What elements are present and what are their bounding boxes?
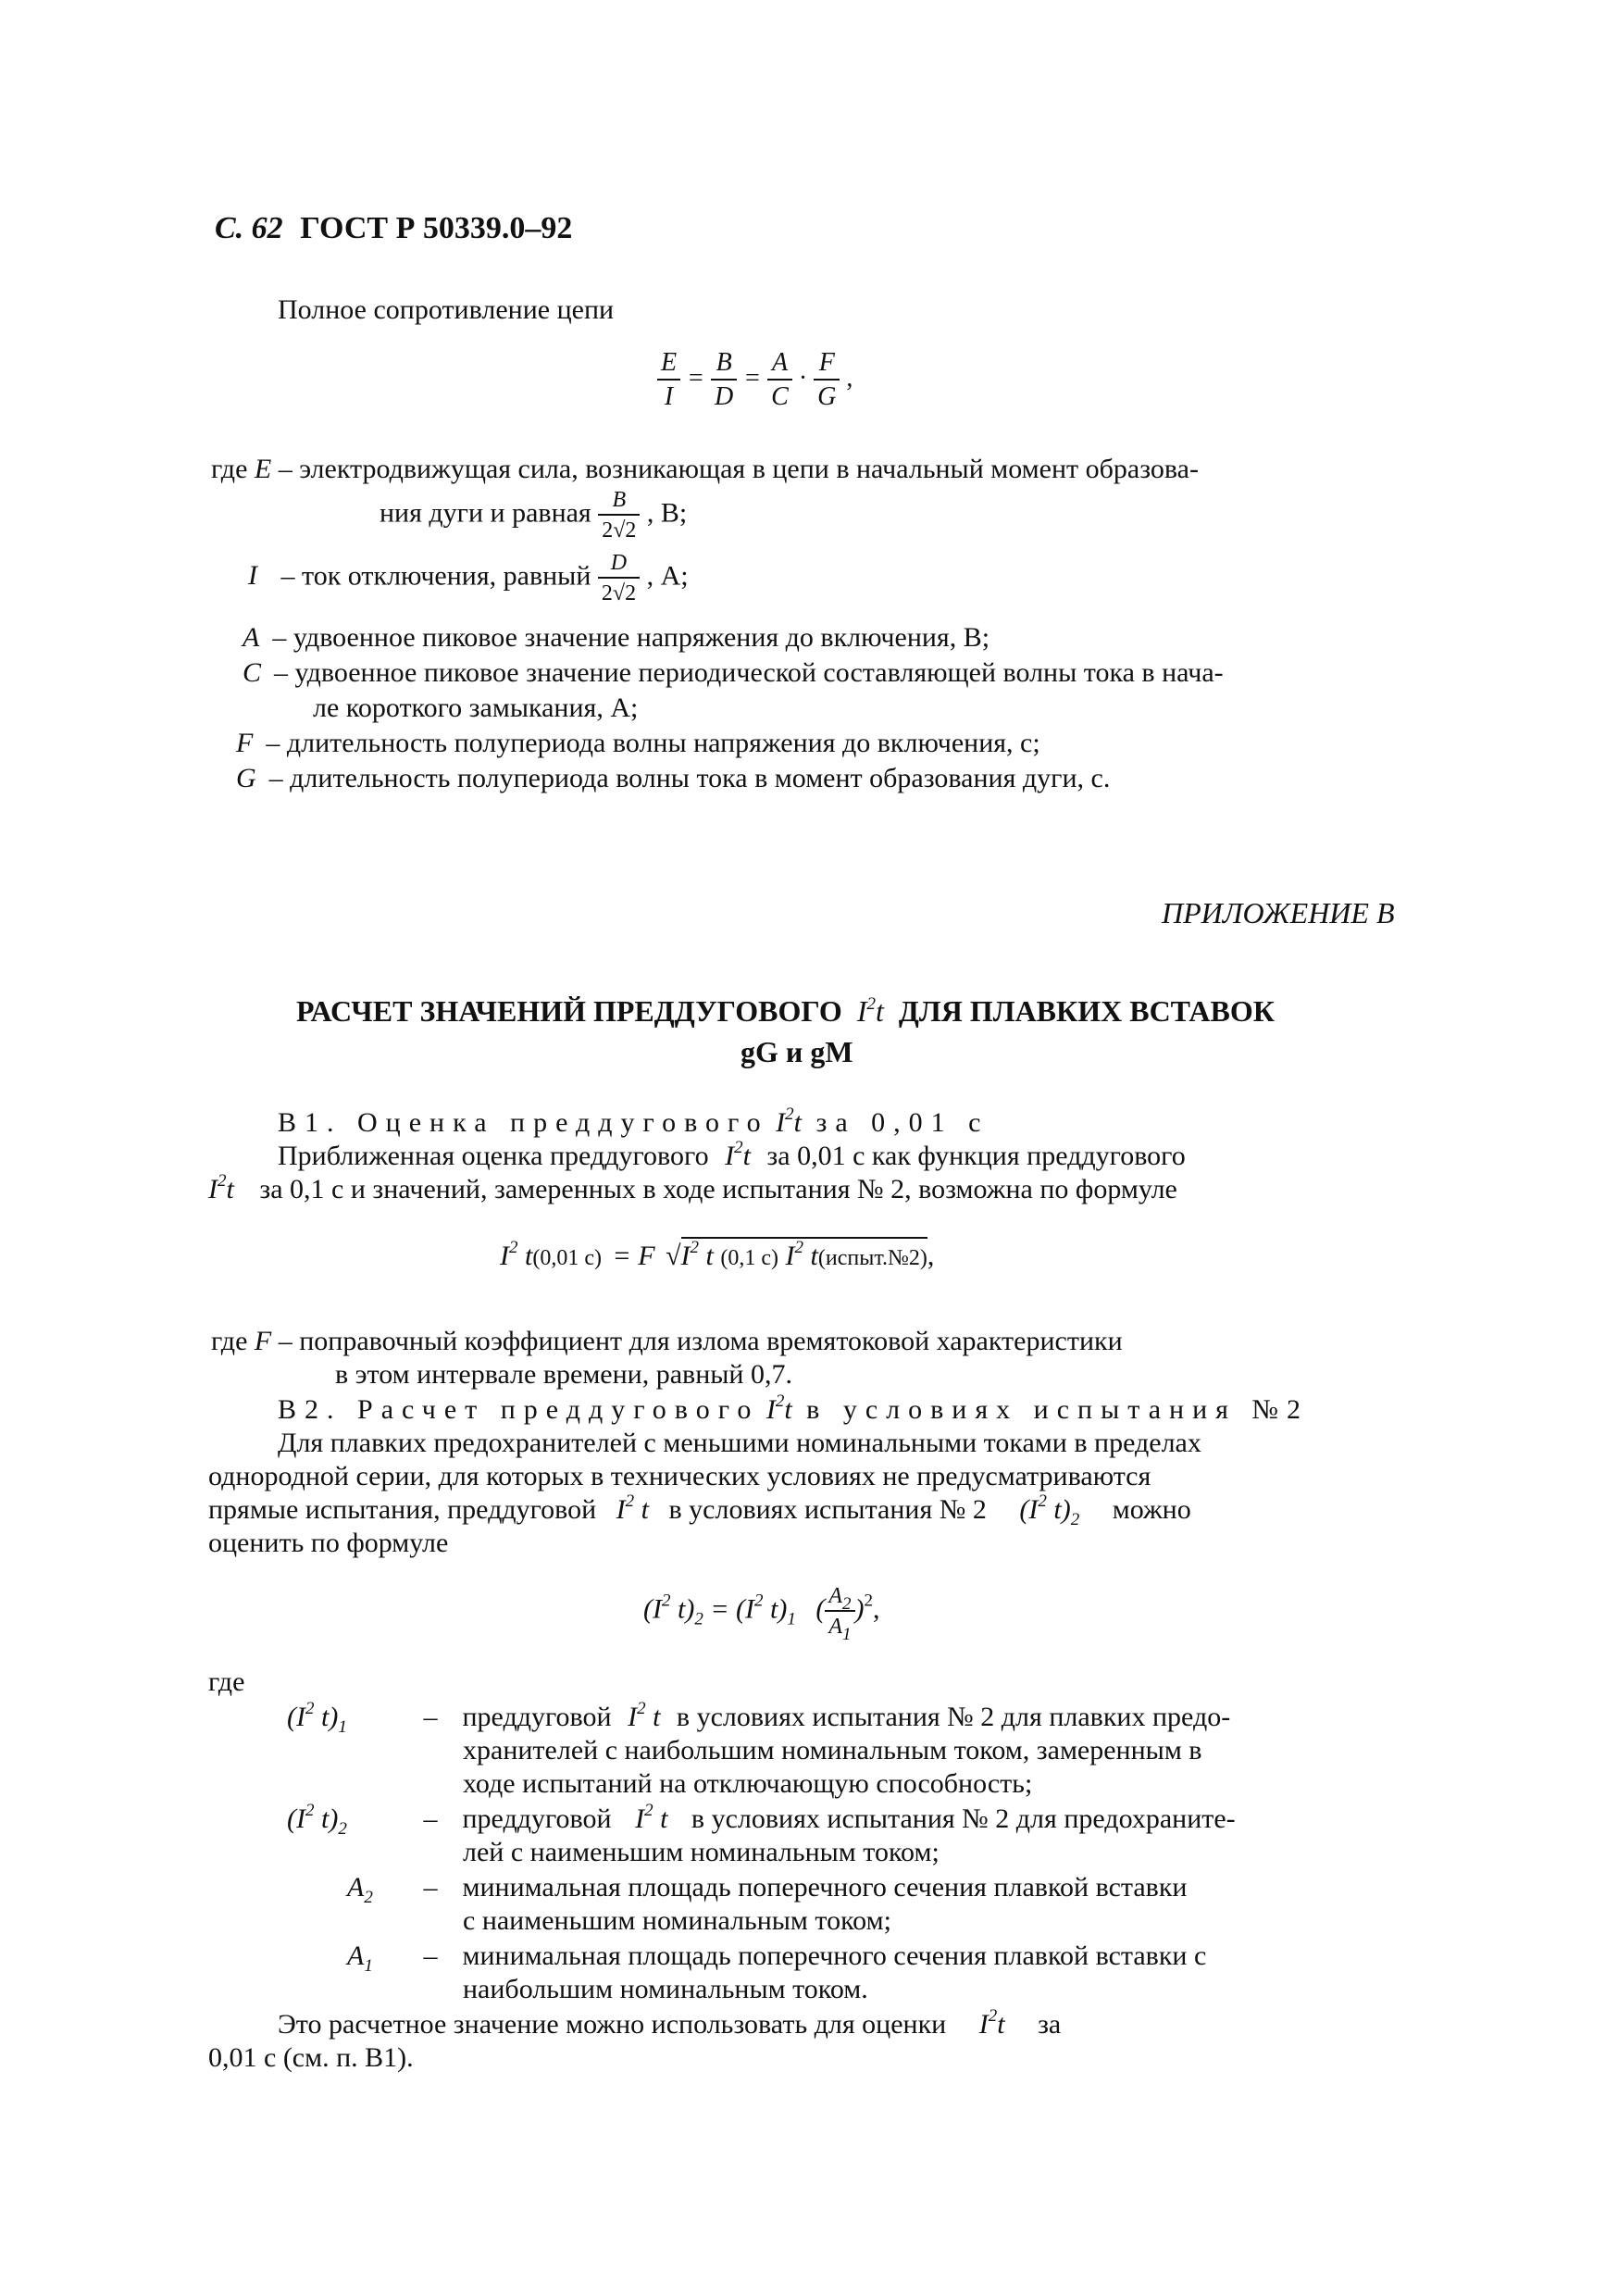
b2-paragraph-line2: однородной серии, для которых в технических условиях не предусматриваются (208, 1461, 1151, 1491)
appendix-label: ПРИЛОЖЕНИЕ В (1162, 896, 1395, 930)
appendix-title: РАСЧЕТ ЗНАЧЕНИЙ ПРЕДДУГОВОГО $I^2t$ ДЛЯ ПЛАВКИХ ВСТАВОК (296, 994, 1275, 1028)
def-g: G – длительность полупериода волны тока в момент образования дуги, с. (236, 763, 1111, 793)
b2-heading: В2. Расчет преддугового $I^2t$ в условиях испытания №2 (278, 1391, 1310, 1425)
b2-where: где (208, 1666, 245, 1697)
b2-def3-line2: с наименьшим номинальным током; (463, 1905, 891, 1936)
b2-paragraph-line3: прямые испытания, преддуговой $I^2$ t в условиях испытания № 2 ($I^2$ $t)_2$ можно (208, 1491, 1191, 1529)
b2-def1-line3: ходе испытаний на отключающую способность; (463, 1768, 1033, 1799)
b1-heading: В1. Оценка преддугового $I^2t$ за 0,01 с (278, 1104, 989, 1138)
impedance-formula: $\frac{E}{I}$ = $\frac{B}{D}$ = $\frac{A}{C}$ · $\frac{F}{G}$ , (657, 350, 853, 410)
def-a: A – удвоенное пиковое значение напряжения до включения, В; (243, 622, 990, 653)
b1-paragraph-line1: Приближенная оценка преддугового $I^2t$ за 0,01 с как функция преддугового (278, 1138, 1186, 1171)
b1-def-f-line2: в этом интервале времени, равный 0,7. (335, 1359, 792, 1390)
def-c-line1: C – удвоенное пиковое значение периодической составляющей волны тока в нача- (243, 657, 1224, 688)
appendix-subtitle: gG и gM (741, 1035, 853, 1068)
b1-def-f-line1: где F – поправочный коэффициент для излома времятоковой характеристики (211, 1326, 1123, 1356)
impedance-intro: Полное сопротивление цепи (278, 294, 615, 325)
def-i: I – ток отключения, равный $\frac{D}{2√2}$ , А; (248, 551, 689, 605)
b2-def1-line1: – преддуговой $I^2$ t в условиях испытания № 2 для плавких предо- (423, 1699, 1231, 1732)
def-e-line1: где E – электродвижущая сила, возникающая в цепи в начальный момент образова- (211, 454, 1199, 484)
b2-def2-line1: – преддуговой $I^2$ t в условиях испытания № 2 для предохраните- (423, 1801, 1236, 1834)
b2-paragraph-line4: оценить по формуле (208, 1528, 449, 1558)
b1-paragraph-line2: $I^2t$ за 0,1 с и значений, замеренных в ходе испытания № 2, возможна по формуле (208, 1171, 1177, 1204)
b2-final-line2: 0,01 с (см. п. В1). (208, 2042, 414, 2073)
b2-final-line1: Это расчетное значение можно использовать для оценки $I^2t$ за (278, 2006, 1062, 2040)
b2-formula: ($I^2$ $t)_2 = (I^2$ $t)_1$ ( $\frac{A_2}{A_1}$ )$^2$, (643, 1584, 880, 1644)
def-c-line2: ле короткого замыкания, А; (313, 693, 639, 723)
b2-def2-symbol: ($I^2$ $t)_2$ (287, 1801, 347, 1839)
b2-def2-line2: лей с наименьшим номинальным током; (463, 1837, 940, 1867)
def-f: F – длительность полупериода волны напряжения до включения, с; (236, 728, 1040, 758)
b2-def4-line2: наибольшим номинальным током. (463, 1974, 868, 2004)
page-number: С. 62 (215, 211, 283, 245)
b2-def1-line2: хранителей с наибольшим номинальным током, замеренным в (463, 1735, 1202, 1766)
b2-def3-symbol: $A_2$ (347, 1872, 373, 1907)
b2-paragraph-line1: Для плавких предохранителей с меньшими номинальными токами в пределах (278, 1428, 1201, 1458)
page-header (215, 211, 572, 246)
b2-def3-line1: – минимальная площадь поперечного сечения плавкой вставки (423, 1872, 1188, 1903)
def-e-line2: ния дуги и равная $\frac{B}{2√2}$ , В; (380, 488, 688, 543)
b2-def4-symbol: $A_1$ (347, 1940, 373, 1976)
standard-code: ГОСТ Р 50339.0–92 (300, 211, 573, 245)
b2-def4-line1: – минимальная площадь поперечного сечения плавкой вставки с (423, 1940, 1207, 1971)
b2-def1-symbol: ($I^2$ $t)_1$ (287, 1699, 347, 1737)
b1-formula: $I^2$ t(0,01 с) = F $√I^2$ t (0,1 с) $I^2$ t(испыт.№2), (500, 1238, 935, 1271)
